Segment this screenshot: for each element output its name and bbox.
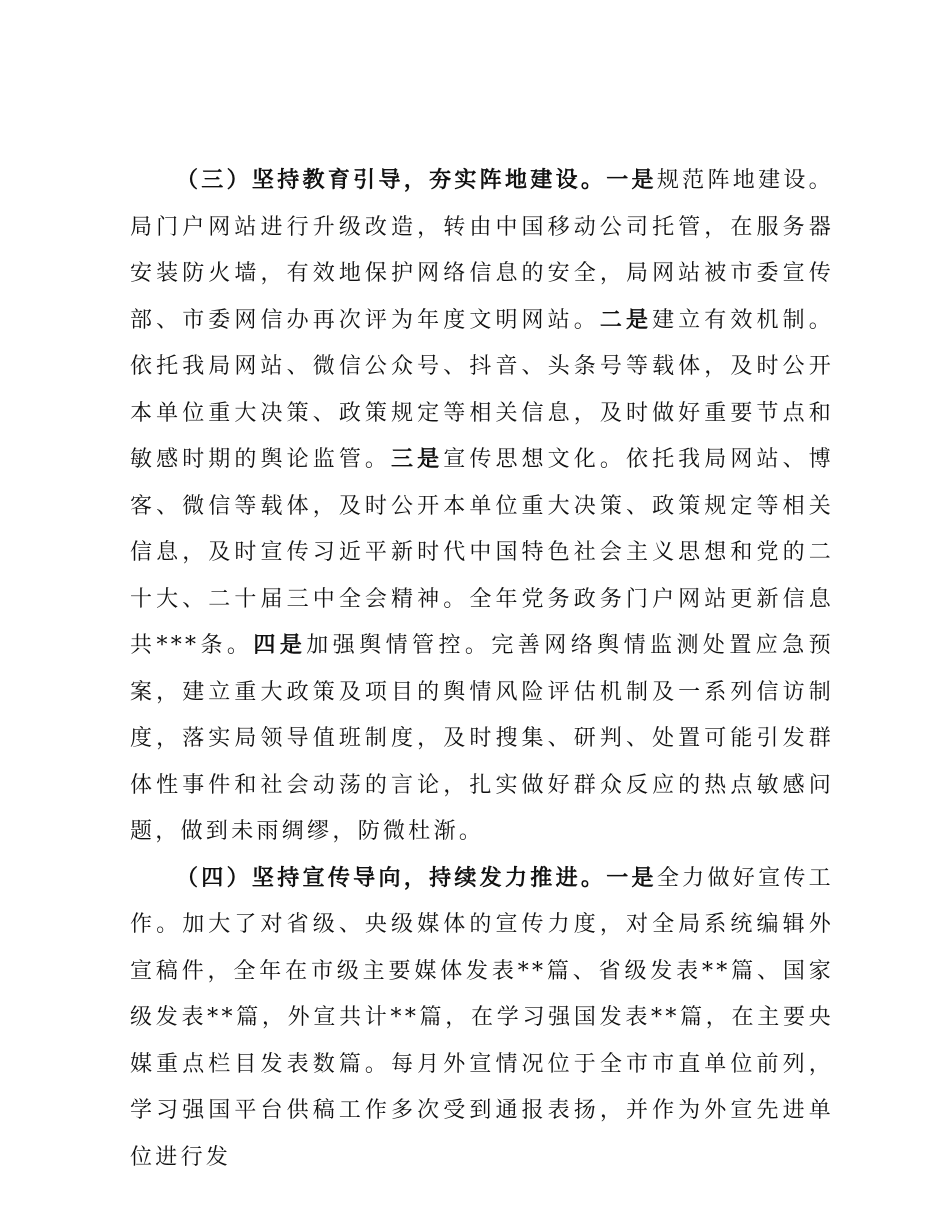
point-3-text: 宣传思想文化。依托我局网站、博客、微信等载体，及时公开本单位重大决策、政策规定等相关信息，及时宣传习近平新时代中国特色社会主义思想和党的二十大、二十届三中全会精神。全年党务政务门户网站更新信息共***条。: [130, 447, 834, 658]
section-4-heading: （四）坚持宣传导向，持续发力推进。: [176, 865, 607, 891]
point-1-text: 规范阵地建设。局门户网站进行升级改造，转由中国移动公司托管，在服务器安装防火墙，有效地保护网络信息的安全，局网站被市委宣传部、市委网信办再次评为年度文明网站。: [130, 168, 834, 333]
paragraph-section-4: [130, 856, 834, 1182]
point-1-marker: 一是: [606, 168, 657, 193]
point-2-marker: 二是: [599, 307, 653, 333]
section-4-point-1-text: 全力做好宣传工作。加大了对省级、央级媒体的宣传力度，对全局系统编辑外宣稿件，全年在市级主要媒体发表**篇、省级发表**篇、国家级发表**篇，外宣共计**篇，在学习强国发表**篇，在主要央媒重点栏目发表数篇。每月外宣情况位于全市市直单位前列，学习强国平台供稿工作多次受到通报表扬，并作为外宣先进单位进行发: [130, 865, 834, 1170]
document-page: [130, 158, 834, 1181]
paragraph-section-3: [130, 158, 834, 856]
section-3-heading: （三）坚持教育引导，夯实阵地建设。: [176, 168, 607, 193]
point-4-text: 加强舆情管控。完善网络舆情监测处置应急预案，建立重大政策及项目的舆情风险评估机制及一系列信访制度，落实局领导值班制度，及时搜集、研判、处置可能引发群体性事件和社会动荡的言论，扎实做好群众反应的热点敏感问题，做到未雨绸缪，防微杜渐。: [130, 633, 834, 844]
point-2-text: 建立有效机制。依托我局网站、微信公众号、抖音、头条号等载体，及时公开本单位重大决策、政策规定等相关信息，及时做好重要节点和敏感时期的舆论监管。: [130, 307, 834, 472]
section-4-point-1-marker: 一是: [606, 865, 657, 891]
point-3-marker: 三是: [391, 447, 444, 472]
point-4-marker: 四是: [253, 633, 307, 658]
